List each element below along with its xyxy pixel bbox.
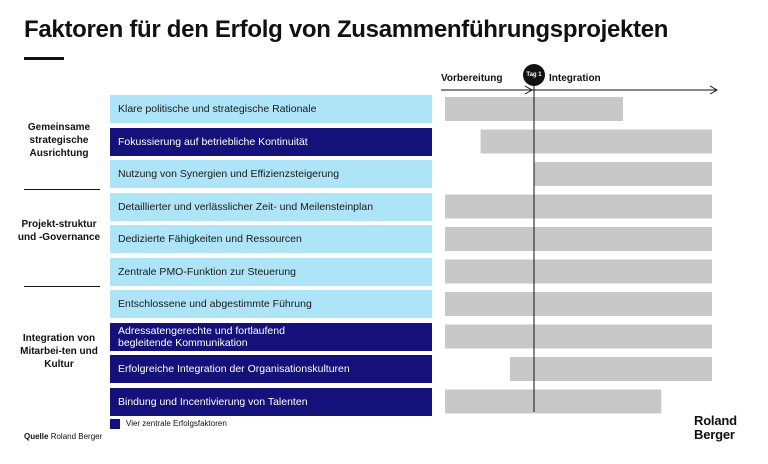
- page-title: Faktoren für den Erfolg von Zusammenführungsprojekten: [24, 16, 669, 43]
- range-bar: [534, 162, 712, 186]
- phase-label-preparation: Vorbereitung: [441, 73, 503, 84]
- factor-row: Fokussierung auf betriebliche Kontinuität: [110, 128, 432, 156]
- factor-row: Nutzung von Synergien und Effizienzsteigerung: [110, 160, 432, 188]
- group-label-integration: Integration von Mitarbei-ten und Kultur: [20, 333, 98, 370]
- range-bar: [445, 390, 661, 414]
- range-bar: [445, 195, 712, 219]
- legend-text: Vier zentrale Erfolgsfaktoren: [126, 419, 227, 428]
- factor-row: Detaillierter und verlässlicher Zeit- und Meilensteinplan: [110, 193, 432, 221]
- factor-row: Bindung und Incentivierung von Talenten: [110, 388, 432, 416]
- range-bar: [481, 130, 712, 154]
- range-bar: [510, 357, 712, 381]
- range-bar: [445, 260, 712, 284]
- logo-line-2: Berger: [694, 427, 735, 442]
- range-bar: [445, 292, 712, 316]
- source-text: Roland Berger: [50, 432, 103, 441]
- range-bar: [445, 325, 712, 349]
- source-note: [24, 432, 102, 441]
- factor-row: Entschlossene und abgestimmte Führung: [110, 290, 432, 318]
- factor-row: Zentrale PMO-Funktion zur Steuerung: [110, 258, 432, 286]
- range-bar: [445, 227, 712, 251]
- logo-line-1: Roland: [694, 413, 737, 428]
- factor-row: Erfolgreiche Integration der Organisationskulturen: [110, 355, 432, 383]
- factor-row: Klare politische und strategische Rationale: [110, 95, 432, 123]
- source-label: Quelle: [24, 432, 49, 441]
- group-label-strategy: Gemeinsame strategische Ausrichtung: [27, 122, 91, 159]
- roland-berger-logo: [694, 414, 737, 442]
- factor-row: Adressatengerechte und fortlaufend begleitende Kommunikation: [110, 323, 432, 351]
- phase-label-integration: Integration: [549, 73, 601, 84]
- legend-swatch: [110, 419, 120, 429]
- day-one-badge: Tag 1: [523, 64, 545, 86]
- factor-row: Dedizierte Fähigkeiten und Ressourcen: [110, 225, 432, 253]
- group-label-governance: Projekt-struktur und -Governance: [17, 219, 101, 243]
